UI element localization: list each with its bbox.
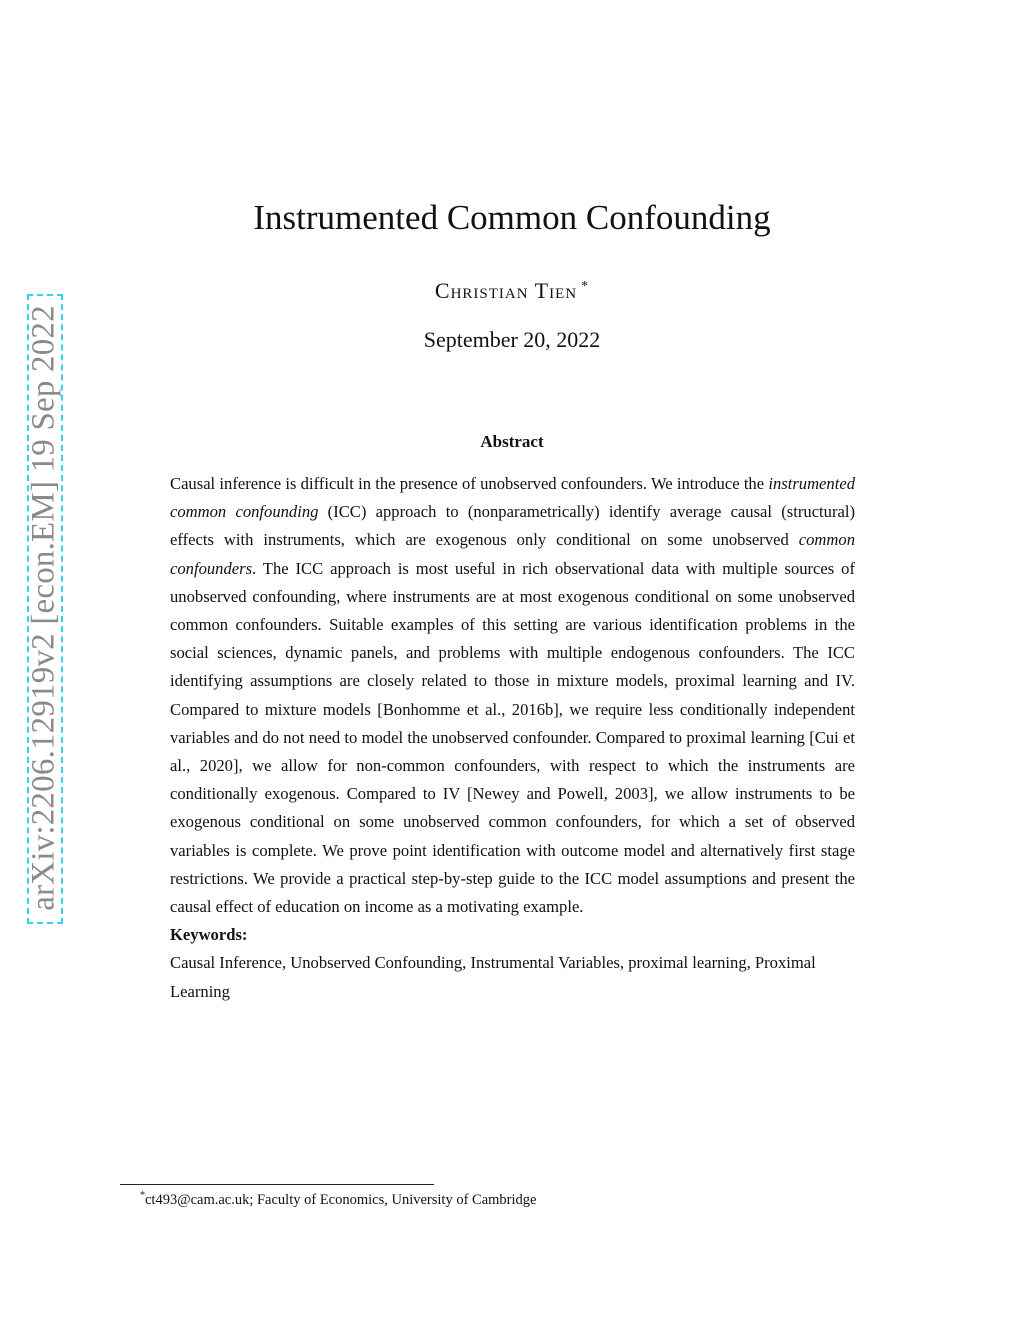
arxiv-identifier[interactable]: arXiv:2206.12919v2 [econ.EM] 19 Sep 2022 xyxy=(25,305,62,911)
keywords-heading: Keywords: xyxy=(170,925,248,945)
abstract-emphasis-common-confounders: common confounders xyxy=(170,530,855,578)
author-name: Christian Tien xyxy=(434,278,578,303)
footnote-mark: * xyxy=(140,1190,145,1201)
author-footnote-mark[interactable]: * xyxy=(581,278,590,294)
paper-date: September 20, 2022 xyxy=(423,327,601,352)
abstract-sentence-1: Causal inference is difficult in the presence of unobserved confounders. We introduce the xyxy=(170,474,769,493)
abstract-sentence-2: (ICC) approach to (nonparametrically) identify average causal (structural) effects with instruments, which are exogenous only conditional on some unobserved xyxy=(170,502,855,550)
author-line xyxy=(0,278,1024,304)
abstract-sentence-3: . The ICC approach is most useful in rich observational data with multiple sources of unobserved confounding, where instruments are at most exogenous conditional on some unobserved common confounders. Suitable examples of this setting are various identification problems in the social sciences, dynamic panels, and problems with multiple endogenous confounders. The ICC identifying assumptions are closely related to those in mixture models, proximal learning and IV. Compared to mixture models [Bonhomme et al., 2016b], we require less conditionally independent variables and do not need to model the unobserved confounder. Compared to proximal learning [Cui et al., 2020], we allow for non-common confounders, with respect to which the instruments are conditionally exogenous. Compared to IV [Newey and Powell, 2003], we allow instruments to be exogenous conditional on some unobserved common confounders, for which a set of observed variables is complete. We prove point identification with outcome model and alternatively first stage restrictions. We provide a practical step-by-step guide to the ICC model assumptions and present the causal effect of education on income as a motivating example. xyxy=(170,558,855,917)
footnote xyxy=(140,1190,536,1209)
abstract-section xyxy=(170,470,855,1006)
keywords-text: Causal Inference, Unobserved Confounding, Instrumental Variables, proximal learning, Proximal Learning xyxy=(170,953,816,1001)
abstract-text xyxy=(170,470,855,921)
abstract-emphasis-icc: instrumented common confounding xyxy=(170,474,855,522)
abstract-heading: Abstract xyxy=(480,432,544,451)
footnote-divider xyxy=(120,1184,434,1185)
footnote-text: ct493@cam.ac.uk; Faculty of Economics, University of Cambridge xyxy=(145,1191,537,1208)
paper-title: Instrumented Common Confounding xyxy=(253,198,771,237)
